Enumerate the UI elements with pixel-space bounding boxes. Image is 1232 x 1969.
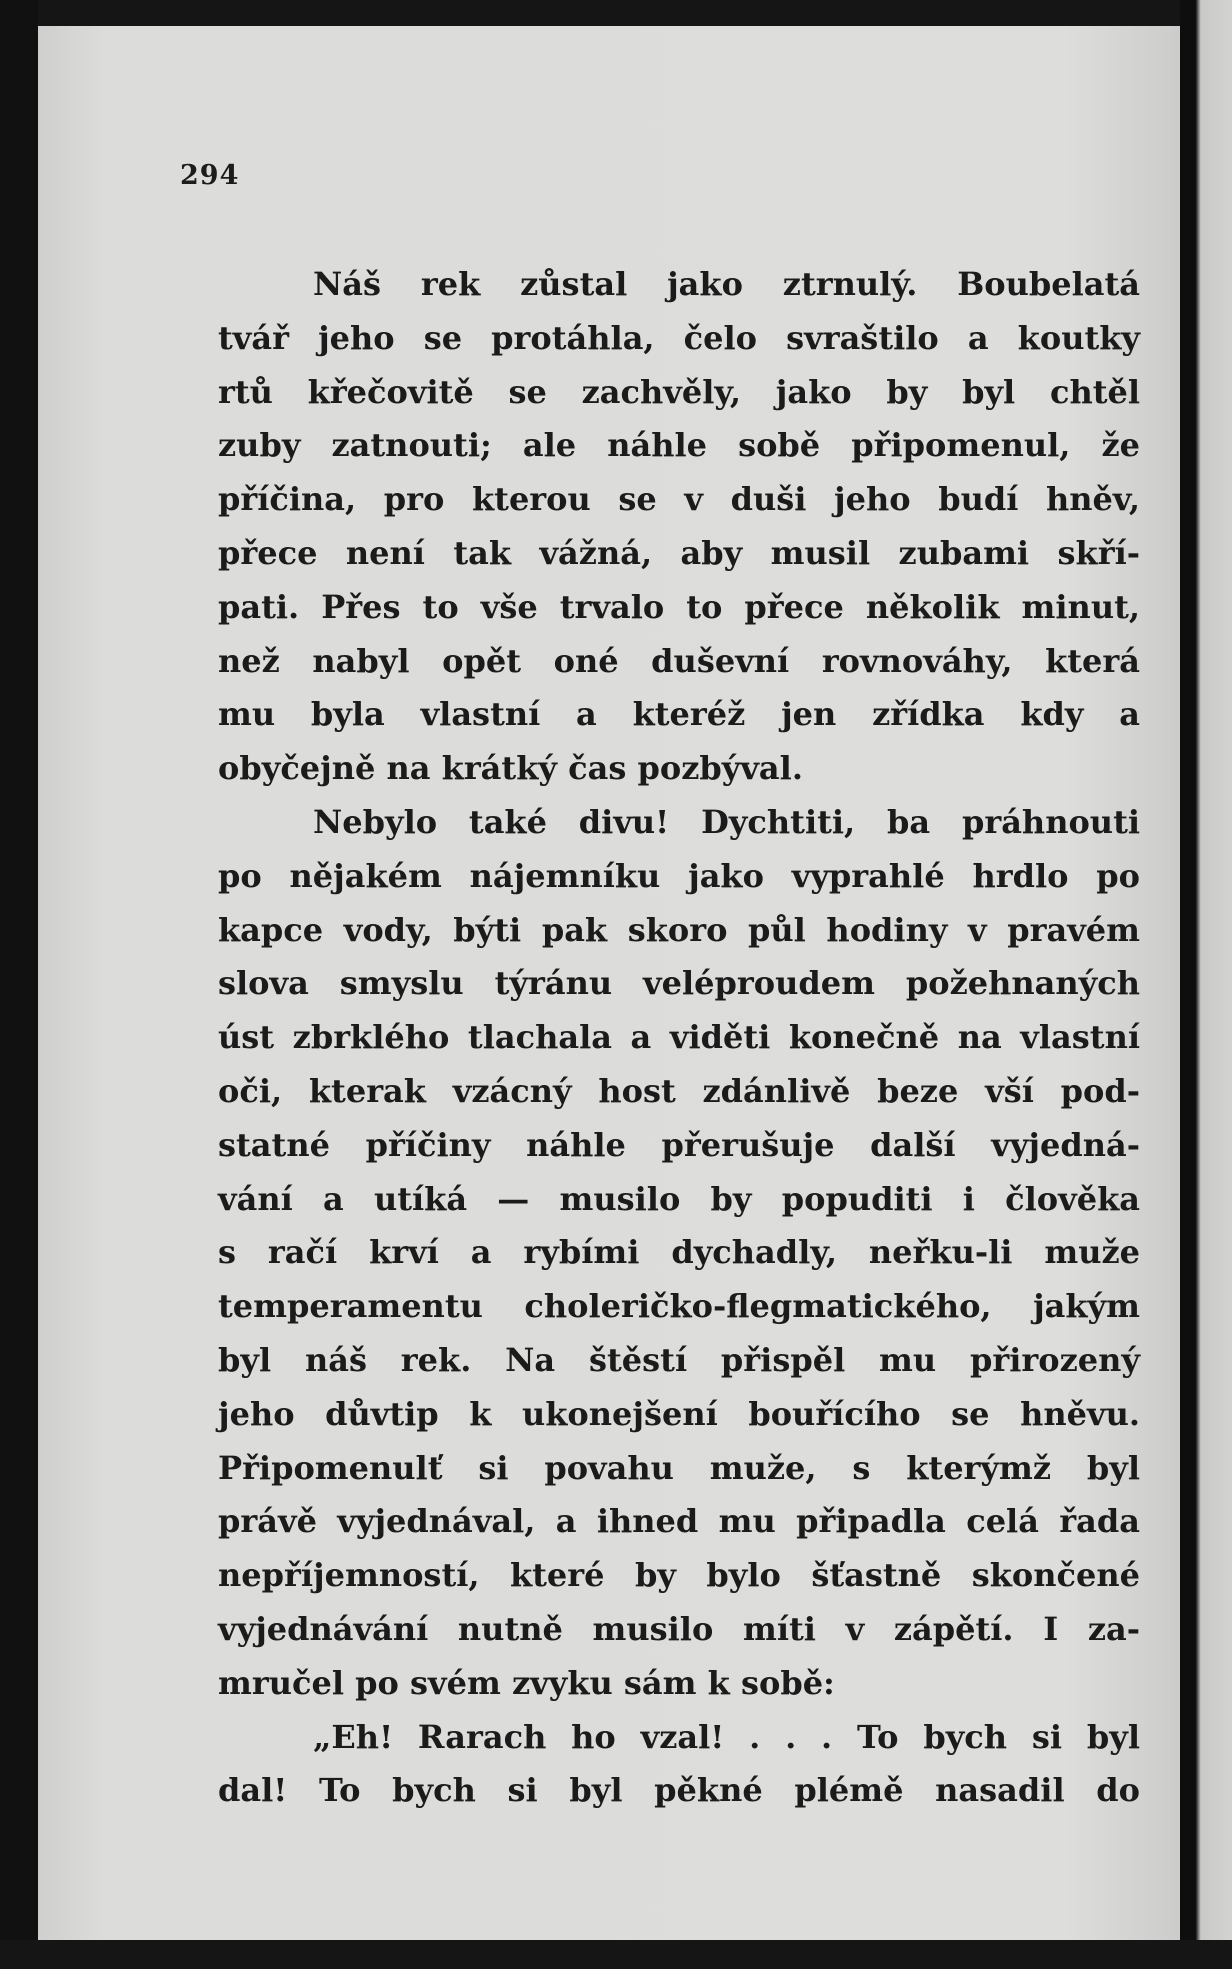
text-line: tvář jeho se protáhla, čelo svraštilo a koutky (218, 318, 1140, 357)
text-line: jeho důvtip k ukonejšení bouřícího se hněvu. (218, 1394, 1140, 1433)
text-line: obyčejně na krátký čas pozbýval. (218, 749, 803, 788)
text-line: kapce vody, býti pak skoro půl hodiny v pravém (218, 910, 1140, 949)
text-line: Nebylo také divu! Dychtiti, ba práhnouti (313, 802, 1140, 841)
text-line: vyjednávání nutně musilo míti v zápětí. I za- (218, 1609, 1140, 1648)
page-number: 294 (180, 160, 240, 191)
text-line: mručel po svém zvyku sám k sobě: (218, 1663, 835, 1702)
text-line: příčina, pro kterou se v duši jeho budí hněv, (218, 480, 1140, 519)
text-line: slova smyslu týránu veléproudem požehnaných (218, 964, 1140, 1003)
text-line: zuby zatnouti; ale náhle sobě připomenul, že (218, 426, 1140, 465)
text-line: „Eh! Rarach ho vzal! . . . To bych si byl (313, 1717, 1140, 1756)
text-line: po nějakém nájemníku jako vyprahlé hrdlo po (218, 856, 1140, 895)
text-line: mu byla vlastní a kteréž jen zřídka kdy a (218, 695, 1140, 734)
text-line: Připomenulť si povahu muže, s kterýmž byl (218, 1448, 1140, 1487)
scan-border-right (1180, 0, 1232, 1969)
scan-border-top (0, 0, 1232, 26)
text-line: dal! To bych si byl pěkné plémě nasadil do (218, 1771, 1140, 1810)
body-text (218, 258, 1140, 1818)
text-line: nepříjemností, které by bylo šťastně skončené (218, 1556, 1140, 1595)
text-line: statné příčiny náhle přerušuje další vyjedná- (218, 1125, 1140, 1164)
scan-border-bottom (0, 1940, 1232, 1969)
text-line: právě vyjednával, a ihned mu připadla celá řada (218, 1502, 1140, 1541)
text-line: pati. Přes to vše trvalo to přece několik minut, (218, 587, 1140, 626)
text-line: úst zbrklého tlachala a viděti konečně na vlastní (218, 1018, 1140, 1057)
text-line: rtů křečovitě se zachvěly, jako by byl chtěl (218, 372, 1140, 411)
text-line: oči, kterak vzácný host zdánlivě beze vší pod- (218, 1071, 1140, 1110)
text-line: vání a utíká — musilo by popuditi i člověka (218, 1179, 1140, 1218)
text-line: temperamentu choleričko-flegmatického, jakým (218, 1287, 1140, 1326)
text-line: Náš rek zůstal jako ztrnulý. Boubelatá (313, 265, 1140, 303)
text-line: byl náš rek. Na štěstí přispěl mu přirozený (218, 1340, 1140, 1379)
text-line: s račí krví a rybími dychadly, neřku-li muže (218, 1233, 1140, 1272)
text-line: než nabyl opět oné duševní rovnováhy, která (218, 641, 1140, 680)
text-line: přece není tak vážná, aby musil zubami skří- (218, 533, 1140, 572)
scan-border-left (0, 0, 38, 1969)
